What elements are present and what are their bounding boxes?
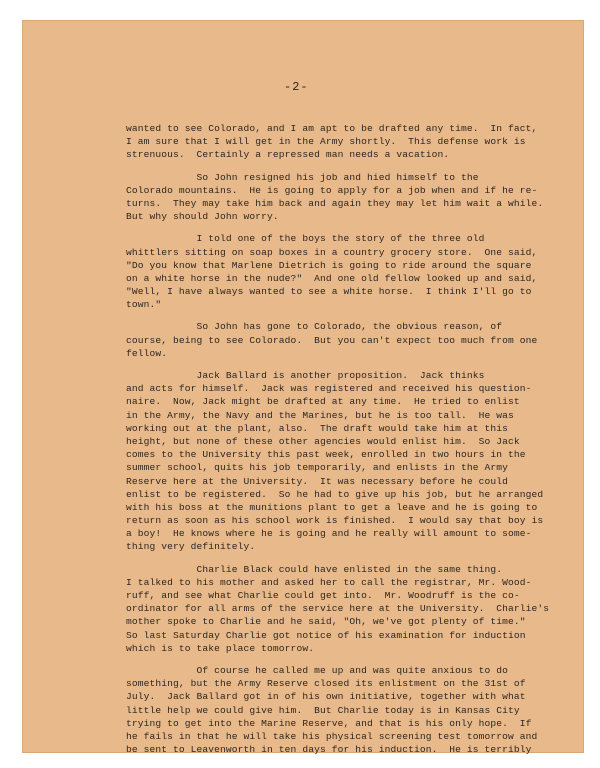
text-line: July. Jack Ballard got in of his own initiative, together with what [126, 691, 526, 703]
text-line: turns. They may take him back and again they may let him wait a while. [126, 197, 544, 209]
text-line: I am sure that I will get in the Army shortly. This defense work is [126, 136, 526, 148]
paragraph-gap [126, 223, 546, 232]
text-line: on a white horse in the nude?" And one old fellow looked up and said, [126, 272, 538, 284]
text-line: something, but the Army Reserve closed its enlistment on the 31st of [126, 678, 526, 690]
paragraph [126, 122, 546, 162]
text-line: So John resigned his job and hied himself to the [126, 171, 479, 183]
text-line: ordinator for all arms of the service here at the University. Charlie's [126, 603, 550, 615]
document-page [22, 20, 584, 756]
paragraph [126, 664, 546, 756]
paragraph [126, 232, 546, 311]
text-line: whittlers sitting on soap boxes in a country grocery store. One said, [126, 246, 538, 258]
text-line: strenuous. Certainly a repressed man needs a vacation. [126, 149, 450, 161]
text-line: Of course he called me up and was quite anxious to do [126, 664, 509, 676]
paragraph-gap [126, 655, 546, 664]
text-line: return as soon as his school work is finished. I would say that boy is [126, 515, 544, 527]
text-line: "Do you know that Marlene Dietrich is going to ride around the square [126, 259, 532, 271]
paragraph [126, 171, 546, 224]
paragraph-gap [126, 554, 546, 563]
text-line: wanted to see Colorado, and I am apt to be drafted any time. In fact, [126, 123, 538, 134]
text-line: "Well, I have always wanted to see a white horse. I think I'll go to [126, 286, 532, 298]
text-line: height, but none of these other agencies would enlist him. So Jack [126, 435, 520, 447]
text-line: course, being to see Colorado. But you can't expect too much from one [126, 334, 538, 346]
paragraph [126, 369, 546, 554]
text-line: which is to take place tomorrow. [126, 642, 315, 654]
text-line: a boy! He knows where he is going and he really will amount to some- [126, 528, 532, 540]
text-line: ruff, and see what Charlie could get into. Mr. Woodruff is the co- [126, 590, 520, 601]
text-line: So John has gone to Colorado, the obvious reason, of [126, 321, 503, 333]
paragraph [126, 320, 546, 360]
text-line: fellow. [126, 347, 168, 359]
text-line: trying to get into the Marine Reserve, and that is his only hope. If [126, 717, 532, 729]
paragraph [126, 563, 550, 655]
text-line: he fails in that he will take his physical screening test tomorrow and [126, 730, 538, 742]
text-line: with his boss at the munitions plant to get a leave and he is going to [126, 501, 538, 513]
text-line: So last Saturday Charlie got notice of his examination for induction [126, 629, 526, 641]
text-line: Colorado mountains. He is going to apply for a job when and if he re- [126, 184, 538, 196]
text-line: enlist to be registered. So he had to give up his job, but he arranged [126, 488, 544, 500]
text-line: Charlie Black could have enlisted in the same thing. [126, 563, 503, 575]
page-number: -2- [284, 80, 309, 94]
text-line: Jack Ballard is another proposition. Jack thinks [126, 370, 485, 381]
text-line: summer school, quits his job temporarily, and enlists in the Army [126, 462, 509, 474]
text-line: be sent to Leavenworth in ten days for his induction. He is terribly [126, 744, 532, 756]
text-line: mother spoke to Charlie and he said, "Oh, we've got plenty of time." [126, 616, 526, 628]
text-line: in the Army, the Navy and the Marines, but he is too tall. He was [126, 409, 514, 421]
text-line: I talked to his mother and asked her to call the registrar, Mr. Wood- [126, 576, 532, 588]
text-line: Reserve here at the University. It was necessary before he could [126, 475, 509, 487]
paragraph-gap [126, 311, 546, 320]
letter-body [126, 122, 550, 756]
text-line: little help we could give him. But Charlie today is in Kansas City [126, 704, 520, 716]
text-line: town." [126, 299, 162, 311]
text-line: and acts for himself. Jack was registered and received his question- [126, 383, 532, 395]
text-line: comes to the University this past week, enrolled in two hours in the [126, 449, 526, 461]
text-line: working out at the plant, also. The draft would take him at this [126, 422, 509, 434]
paragraph-gap [126, 360, 546, 369]
paragraph-gap [126, 162, 546, 171]
text-line: But why should John worry. [126, 211, 279, 223]
text-line: thing very definitely. [126, 541, 256, 553]
text-line: I told one of the boys the story of the three old [126, 233, 485, 245]
text-line: naire. Now, Jack might be drafted at any time. He tried to enlist [126, 396, 520, 408]
